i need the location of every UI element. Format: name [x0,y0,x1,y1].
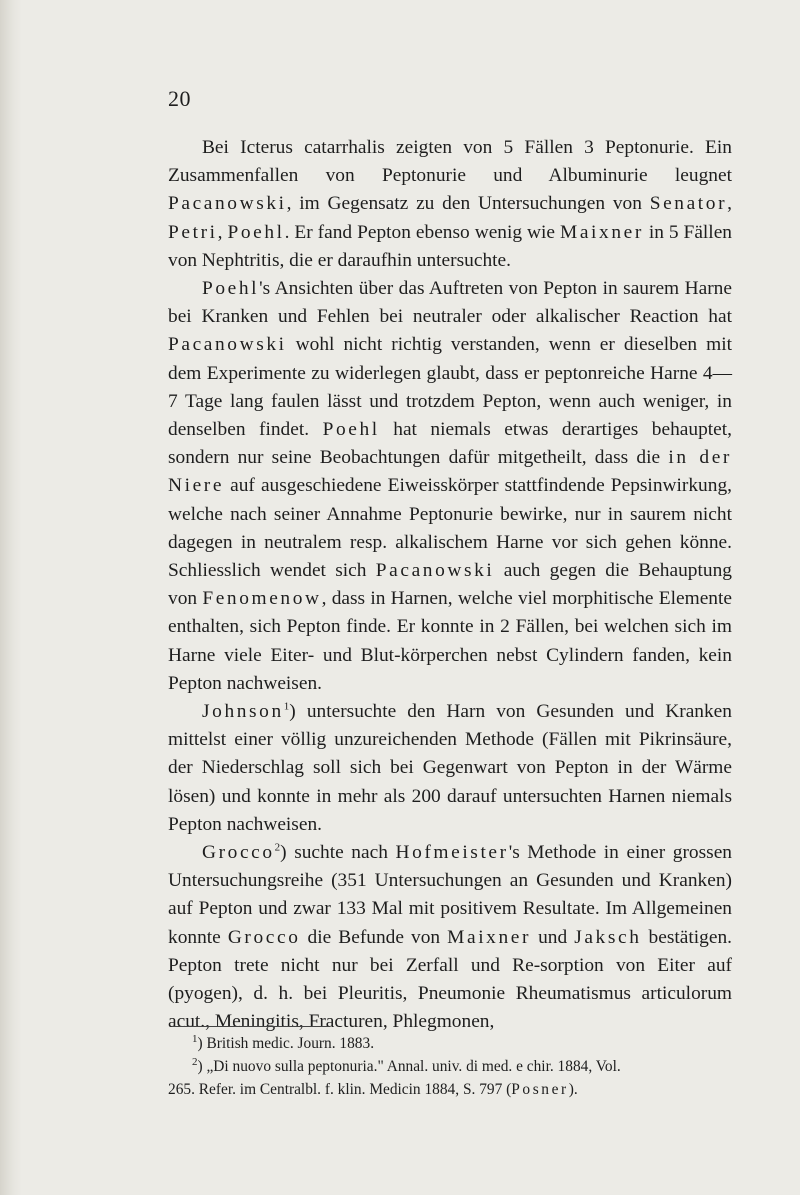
page-number: 20 [168,86,191,111]
paragraph [168,275,732,698]
text-run: und [531,926,575,948]
text-run: , im Gegensatz zu den Untersuchungen von [286,193,650,215]
text-run: bestätigen. Pepton trete nicht nur bei Zerfall und Re-sorption von Eiter auf (pyogen), d. h. bei Pleuritis, Pneumonie Rheumatismus articulorum acut., Meningitis, Fracturen, Phlegmonen, [168,926,733,1033]
spaced-name: Fenomenow [202,588,322,610]
text-run: ) British medic. Journ. 1883. [197,1035,375,1052]
text-run: auch gegen die Behauptung von [168,560,732,610]
spaced-name: Hofmeister [395,842,509,864]
footnotes [168,1032,732,1101]
text-run: ). [568,1081,578,1098]
text-run: ) suchte nach [280,842,396,864]
text-run: , [727,193,732,215]
footnote-marker: 2 [192,1055,198,1068]
text-run: in 5 Fällen von Nephtritis, die er daraufhin untersuchte. [168,221,732,271]
spaced-name: Senator [649,193,728,215]
text-run: Bei Icterus catarrhalis zeigten von 5 Fällen 3 Peptonurie. Ein Zusammenfallen von Peptonurie und Albuminurie leugnet [168,137,732,187]
paragraph [168,134,732,275]
text-run: die Befunde von [300,926,448,948]
footnote-rule [172,1026,330,1027]
paragraph [168,839,732,1036]
spaced-name: Pacanowski [375,560,495,582]
page-edge-shadow [0,0,22,1195]
text-run: 265. Refer. im Centralbl. f. klin. Medicin 1884, S. 797 ( [168,1081,512,1098]
spaced-name: Poehl [322,419,380,441]
spaced-name: in der Niere [168,447,732,497]
body-text [168,134,732,1037]
footnote [168,1078,732,1101]
footnote-marker: 1 [283,700,290,713]
spaced-name: Petri [168,221,218,243]
spaced-name: Grocco [202,842,275,864]
text-run: , dass in Harnen, welche viel morphitische Elemente enthalten, sich Pepton finde. Er konnte in 2 Fällen, bei welchen sich im Harne viele Eiter- und Blut-körperchen nebst Cylindern fanden, kein Pepton nachweisen. [168,588,732,694]
text-run: 's Methode in einer grossen Untersuchungsreihe (351 Untersuchungen an Gesunden und Kranken) auf Pepton und zwar 133 Mal mit positivem Resultate. Im Allgemeinen konnte [168,842,732,948]
footnote-marker: 2 [274,841,281,854]
text-run: , [217,221,228,243]
spaced-name: Johnson [202,701,284,723]
spaced-name: Pacanowski [168,334,287,356]
footnote [168,1032,732,1055]
spaced-name: Posner [511,1081,569,1098]
spaced-name: Maixner [560,221,644,243]
text-run: 's Ansichten über das Auftreten von Pepton in saurem Harne bei Kranken und Fehlen bei neutraler oder alkalischer Reaction hat [168,278,732,328]
spaced-name: Poehl [202,278,260,300]
text-run: hat niemals etwas derartiges behauptet, sondern nur seine Beobachtungen dafür mitgetheilt, dass die [168,419,733,469]
text-run: . Er fand Pepton ebenso wenig wie [284,221,560,243]
spaced-name: Poehl [227,221,285,243]
text-run: auf ausgeschiedene Eiweisskörper stattfindende Pepsinwirkung, welche nach seiner Annahme Peptonurie bewirke, nur in saurem nicht dagegen in neutralem resp. alkalischem Harne vor sich gehen könne. Schliesslich wendet sich [168,475,732,582]
text-run: ) „Di nuovo sulla peptonuria." Annal. univ. di med. e chir. 1884, Vol. [197,1058,621,1075]
text-run: wohl nicht richtig verstanden, wenn er dieselben mit dem Experimente zu widerlegen glaubt, dass er peptonreiche Harne 4—7 Tage lang faulen lässt und trotzdem Pepton, wenn auch weniger, in denselben findet. [168,334,732,441]
footnote [168,1055,732,1078]
paragraph [168,698,732,839]
spaced-name: Grocco [227,926,301,948]
spaced-name: Jaksch [574,926,642,948]
spaced-name: Pacanowski [168,193,287,215]
footnote-marker: 1 [192,1032,198,1045]
text-run: ) untersuchte den Harn von Gesunden und Kranken mittelst einer völlig unzureichenden Methode (Fällen mit Pikrinsäure, der Niederschlag soll sich bei Gegenwart von Pepton in der Wärme lösen) und konnte in mehr als 200 darauf untersuchten Harnen niemals Pepton nachweisen. [168,701,732,835]
spaced-name: Maixner [447,926,532,948]
